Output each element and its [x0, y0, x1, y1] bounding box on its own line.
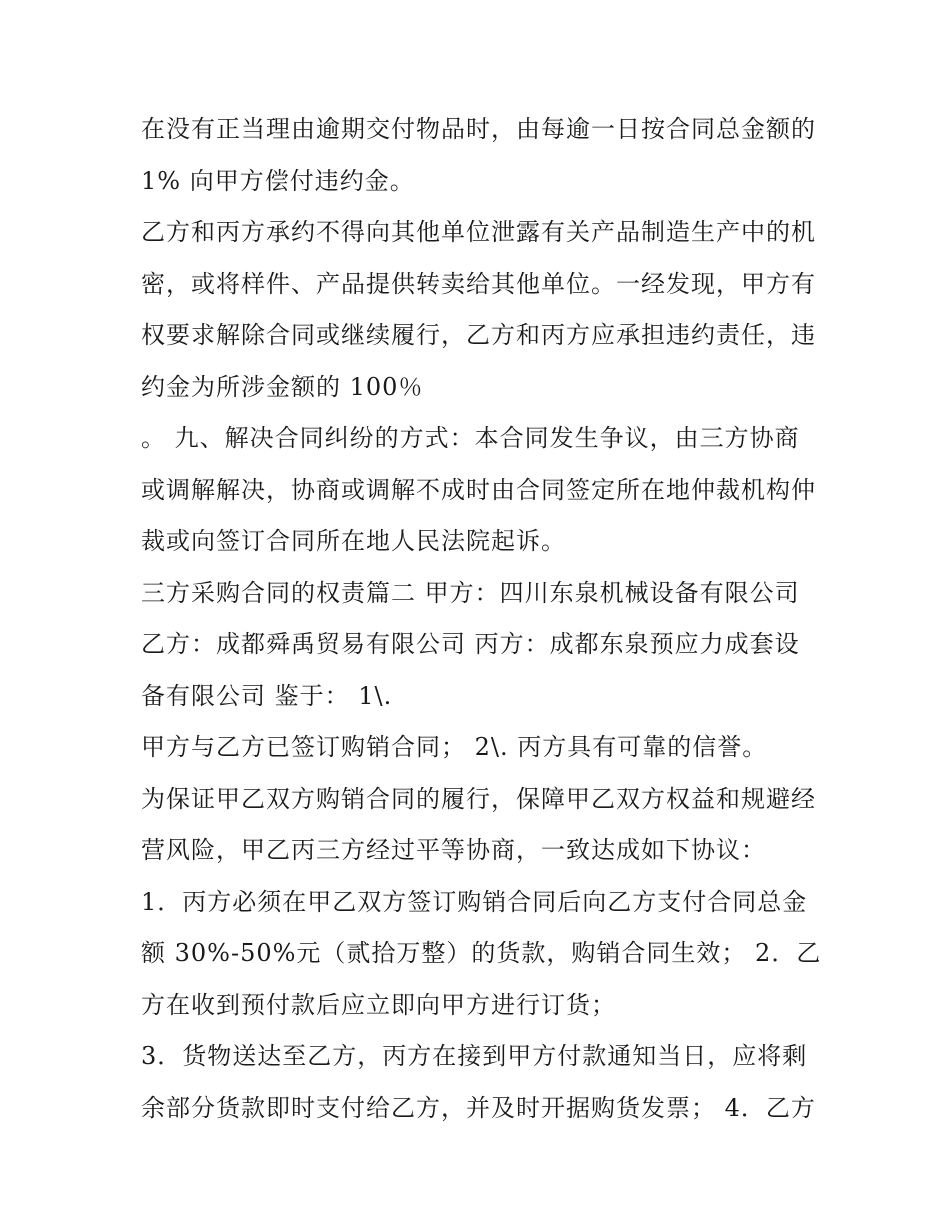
text-line: 1．丙方必须在甲乙双方签订购销合同后向乙方支付合同总金 [141, 887, 808, 916]
text-line: 三方采购合同的权责篇二 甲方：四川东泉机械设备有限公司 [141, 578, 800, 607]
text-line: 在没有正当理由逾期交付物品时，由每逾一日按合同总金额的 [141, 115, 816, 143]
text-line: 为保证甲乙双方购销合同的履行，保障甲乙双方权益和规避经 [141, 784, 816, 813]
text-line: 额 30%-50%元（贰拾万整）的货款，购销合同生效； 2．乙 [141, 939, 822, 967]
text-line: 1% 向甲方偿付违约金。 [141, 166, 415, 195]
text-line: 乙方和丙方承约不得向其他单位泄露有关产品制造生产中的机 [141, 218, 816, 246]
text-line: 方在收到预付款后应立即向甲方进行订货； [141, 990, 616, 1019]
text-line: 或调解解决，协商或调解不成时由合同签定所在地仲裁机构仲 [141, 475, 816, 504]
text-line: 3．货物送达至乙方，丙方在接到甲方付款通知当日，应将剩 [141, 1042, 808, 1070]
text-line: 余部分货款即时支付给乙方，并及时开据购货发票； 4．乙方 [141, 1093, 816, 1122]
text-line: 备有限公司 鉴于： 1\. [141, 681, 393, 710]
text-line: 甲方与乙方已签订购销合同； 2\. 丙方具有可靠的信誉。 [141, 733, 768, 761]
text-line: 裁或向签订合同所在地人民法院起诉。 [141, 527, 566, 555]
text-line: 乙方：成都舜禹贸易有限公司 丙方：成都东泉预应力成套设 [141, 630, 800, 658]
text-line: 营风险，甲乙丙三方经过平等协商，一致达成如下协议： [141, 836, 766, 864]
contract-text [141, 104, 821, 1134]
text-line: 权要求解除合同或继续履行，乙方和丙方应承担违约责任，违 [141, 321, 816, 349]
text-line: 约金为所涉金额的 100％ [141, 372, 424, 401]
text-line: 密，或将样件、产品提供转卖给其他单位。一经发现，甲方有 [141, 269, 816, 298]
text-line: 。 九、解决合同纠纷的方式：本合同发生争议，由三方协商 [141, 424, 800, 452]
